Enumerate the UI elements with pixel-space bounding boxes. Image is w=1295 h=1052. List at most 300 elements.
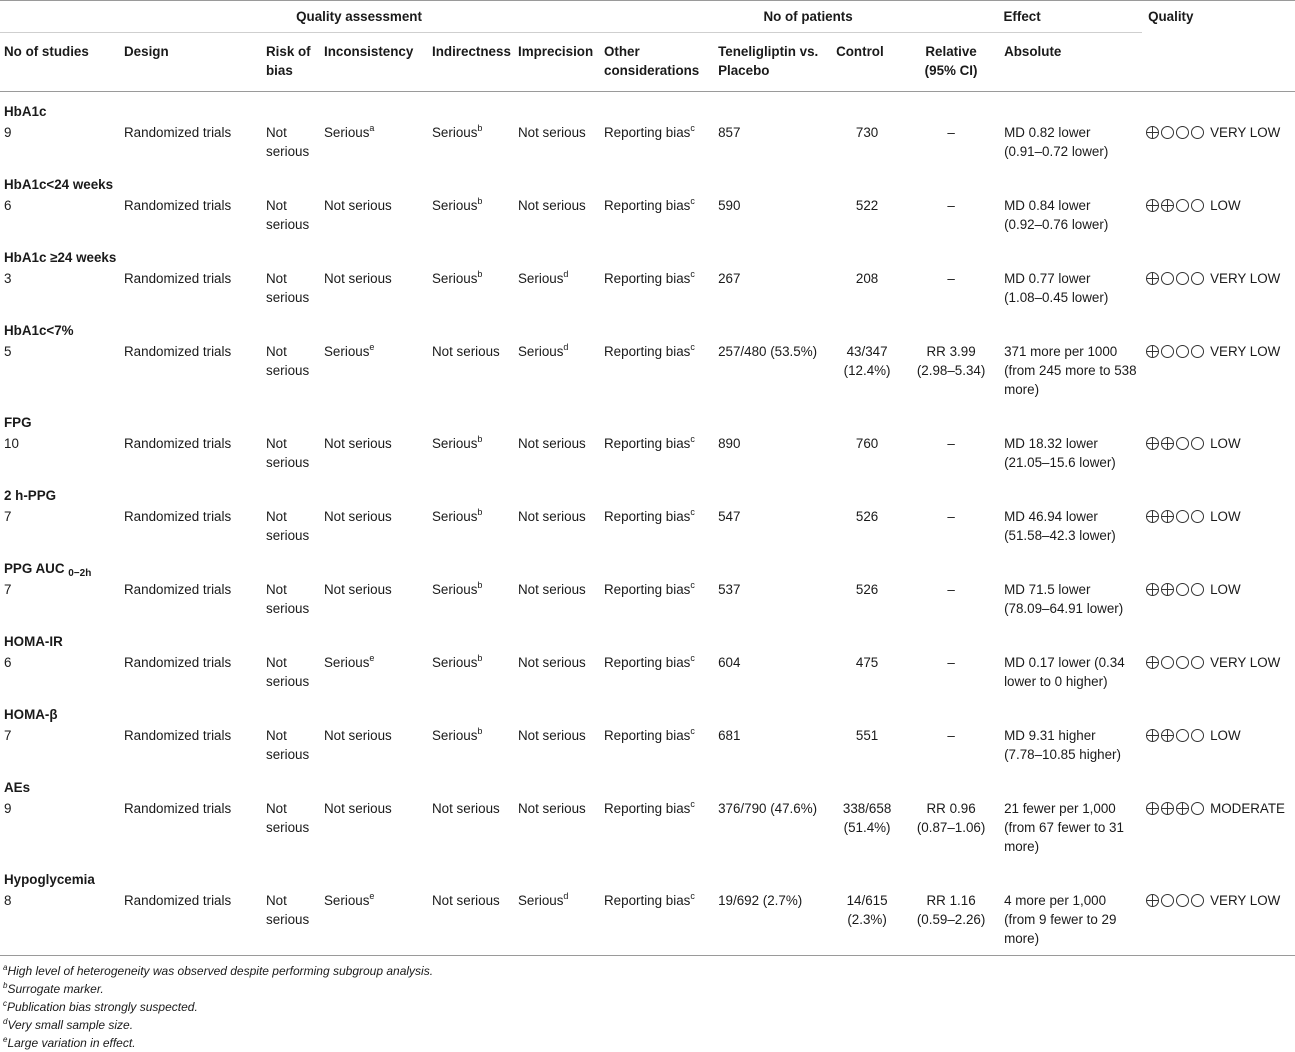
other-considerations-cell bbox=[600, 121, 714, 165]
absolute-value-line: MD 71.5 lower bbox=[1004, 582, 1091, 597]
design-value: Randomized trials bbox=[124, 344, 232, 359]
indirectness-value: Serious bbox=[432, 655, 478, 670]
quality-rating bbox=[1146, 123, 1295, 142]
inconsistency-cell bbox=[320, 121, 428, 165]
col-header-no-of-studies: No of studies bbox=[4, 44, 89, 59]
inconsistency-cell bbox=[320, 340, 428, 403]
col-header-quality-blank bbox=[1142, 33, 1295, 92]
other-considerations-cell bbox=[600, 651, 714, 695]
circle-empty-icon bbox=[1191, 583, 1204, 596]
table-body bbox=[0, 92, 1295, 953]
risk-of-bias-line2: serious bbox=[266, 820, 310, 835]
footnote-text: Publication bias strongly suspected. bbox=[7, 1000, 198, 1014]
teneligliptin-cell bbox=[714, 194, 832, 238]
risk-of-bias-line2: serious bbox=[266, 217, 310, 232]
risk-of-bias-cell bbox=[262, 889, 320, 952]
imprecision-value: Not serious bbox=[518, 436, 586, 451]
design-cell bbox=[120, 651, 262, 695]
teneligliptin-cell bbox=[714, 724, 832, 768]
outcome-label bbox=[0, 165, 1295, 194]
design-value: Randomized trials bbox=[124, 655, 232, 670]
control-cell bbox=[832, 121, 898, 165]
footnote-mark: c bbox=[690, 269, 695, 279]
relative-value-line1: – bbox=[947, 509, 955, 524]
teneligliptin-cell bbox=[714, 432, 832, 476]
other-considerations-value: Reporting bias bbox=[604, 655, 691, 670]
studies-value: 3 bbox=[4, 271, 12, 286]
footnote-mark: e bbox=[369, 342, 375, 352]
indirectness-value: Serious bbox=[432, 582, 478, 597]
absolute-value-line: MD 9.31 higher bbox=[1004, 728, 1096, 743]
col-header-teneligliptin-line2: Placebo bbox=[718, 63, 770, 78]
quality-rating bbox=[1146, 653, 1295, 672]
inconsistency-cell bbox=[320, 724, 428, 768]
risk-of-bias-cell bbox=[262, 651, 320, 695]
outcome-label bbox=[0, 768, 1295, 797]
quality-label: VERY LOW bbox=[1210, 271, 1281, 286]
risk-of-bias-line1: Not bbox=[266, 728, 287, 743]
absolute-cell bbox=[1000, 651, 1142, 695]
inconsistency-value: Not serious bbox=[324, 582, 392, 597]
circle-plus-icon bbox=[1161, 729, 1174, 742]
indirectness-cell bbox=[428, 194, 514, 238]
indirectness-value: Serious bbox=[432, 198, 478, 213]
inconsistency-cell bbox=[320, 267, 428, 311]
imprecision-cell bbox=[514, 578, 600, 622]
risk-of-bias-cell bbox=[262, 194, 320, 238]
circle-empty-icon bbox=[1161, 656, 1174, 669]
outcome-label bbox=[0, 238, 1295, 267]
risk-of-bias-line1: Not bbox=[266, 655, 287, 670]
design-cell bbox=[120, 797, 262, 860]
footnote-mark: c bbox=[690, 580, 695, 590]
studies-value: 7 bbox=[4, 582, 12, 597]
imprecision-value: Not serious bbox=[518, 655, 586, 670]
absolute-cell bbox=[1000, 267, 1142, 311]
risk-of-bias-cell bbox=[262, 578, 320, 622]
other-considerations-value: Reporting bias bbox=[604, 271, 691, 286]
absolute-value-line: more) bbox=[1004, 382, 1040, 397]
absolute-value-line: more) bbox=[1004, 839, 1040, 854]
design-value: Randomized trials bbox=[124, 436, 232, 451]
absolute-value-line: MD 18.32 lower bbox=[1004, 436, 1098, 451]
col-header-other bbox=[600, 33, 714, 92]
table-row bbox=[0, 432, 1295, 476]
indirectness-cell bbox=[428, 267, 514, 311]
other-considerations-value: Reporting bias bbox=[604, 125, 691, 140]
studies-value: 10 bbox=[4, 436, 19, 451]
outcome-name: HbA1c<24 weeks bbox=[4, 177, 114, 192]
teneligliptin-value: 267 bbox=[718, 271, 741, 286]
inconsistency-value: Not serious bbox=[324, 728, 392, 743]
indirectness-value: Serious bbox=[432, 271, 478, 286]
control-cell bbox=[832, 651, 898, 695]
studies-cell bbox=[0, 724, 120, 768]
absolute-cell bbox=[1000, 889, 1142, 952]
col-header-risk-of-bias-line2: bias bbox=[266, 63, 293, 78]
section-row bbox=[0, 768, 1295, 797]
indirectness-value: Serious bbox=[432, 125, 478, 140]
quality-cell bbox=[1142, 194, 1295, 238]
risk-of-bias-cell bbox=[262, 724, 320, 768]
circle-plus-icon bbox=[1146, 656, 1159, 669]
col-header-relative-line2: (95% CI) bbox=[924, 63, 978, 78]
imprecision-value: Not serious bbox=[518, 582, 586, 597]
teneligliptin-value: 547 bbox=[718, 509, 741, 524]
circle-plus-icon bbox=[1146, 437, 1159, 450]
indirectness-cell bbox=[428, 432, 514, 476]
teneligliptin-cell bbox=[714, 505, 832, 549]
quality-label: VERY LOW bbox=[1210, 125, 1281, 140]
studies-cell bbox=[0, 121, 120, 165]
quality-cell bbox=[1142, 121, 1295, 165]
quality-label: LOW bbox=[1210, 436, 1241, 451]
relative-value-line1: – bbox=[947, 198, 955, 213]
absolute-value-line: more) bbox=[1004, 931, 1040, 946]
teneligliptin-cell bbox=[714, 797, 832, 860]
outcome-name: FPG bbox=[4, 415, 32, 430]
quality-cell bbox=[1142, 340, 1295, 403]
footnote-mark: c bbox=[690, 342, 695, 352]
imprecision-value: Serious bbox=[518, 893, 564, 908]
quality-rating bbox=[1146, 342, 1295, 361]
inconsistency-value: Serious bbox=[324, 655, 370, 670]
outcome-label bbox=[0, 860, 1295, 889]
relative-cell bbox=[898, 432, 1000, 476]
other-considerations-cell bbox=[600, 578, 714, 622]
absolute-value-line: (0.92–0.76 lower) bbox=[1004, 217, 1109, 232]
quality-rating bbox=[1146, 891, 1295, 910]
design-value: Randomized trials bbox=[124, 728, 232, 743]
studies-cell bbox=[0, 340, 120, 403]
outcome-name: Hypoglycemia bbox=[4, 872, 95, 887]
design-cell bbox=[120, 724, 262, 768]
quality-rating bbox=[1146, 434, 1295, 453]
footnote bbox=[3, 1016, 1295, 1034]
control-value-line1: 338/658 bbox=[842, 801, 892, 816]
group-header-no-of-patients: No of patients bbox=[714, 1, 898, 33]
relative-cell bbox=[898, 340, 1000, 403]
risk-of-bias-line2: serious bbox=[266, 601, 310, 616]
quality-cell bbox=[1142, 505, 1295, 549]
studies-value: 6 bbox=[4, 198, 12, 213]
circle-empty-icon bbox=[1176, 894, 1189, 907]
section-row bbox=[0, 238, 1295, 267]
circle-empty-icon bbox=[1191, 437, 1204, 450]
control-value-line1: 526 bbox=[855, 582, 879, 597]
inconsistency-value: Not serious bbox=[324, 436, 392, 451]
section-row bbox=[0, 92, 1295, 122]
footnote-mark: e bbox=[369, 891, 375, 901]
absolute-value-line: (from 245 more to 538 bbox=[1004, 363, 1137, 378]
other-considerations-cell bbox=[600, 267, 714, 311]
footnote-mark: c bbox=[690, 726, 695, 736]
imprecision-value: Serious bbox=[518, 344, 564, 359]
circle-empty-icon bbox=[1191, 199, 1204, 212]
relative-cell bbox=[898, 724, 1000, 768]
quality-label: LOW bbox=[1210, 582, 1241, 597]
control-value-line1: 760 bbox=[855, 436, 879, 451]
risk-of-bias-line2: serious bbox=[266, 363, 310, 378]
control-value-line1: 43/347 bbox=[846, 344, 888, 359]
absolute-cell bbox=[1000, 340, 1142, 403]
table-row bbox=[0, 578, 1295, 622]
control-value-line2: (2.3%) bbox=[847, 912, 887, 927]
absolute-value-line: (21.05–15.6 lower) bbox=[1004, 455, 1116, 470]
relative-cell bbox=[898, 797, 1000, 860]
footnote-mark: c bbox=[690, 196, 695, 206]
quality-label: LOW bbox=[1210, 509, 1241, 524]
imprecision-cell bbox=[514, 432, 600, 476]
risk-of-bias-line2: serious bbox=[266, 674, 310, 689]
quality-cell bbox=[1142, 432, 1295, 476]
control-value-line1: 475 bbox=[855, 655, 879, 670]
absolute-cell bbox=[1000, 505, 1142, 549]
teneligliptin-value: 890 bbox=[718, 436, 741, 451]
design-value: Randomized trials bbox=[124, 125, 232, 140]
risk-of-bias-cell bbox=[262, 340, 320, 403]
relative-cell bbox=[898, 889, 1000, 952]
circle-empty-icon bbox=[1191, 272, 1204, 285]
footnote-mark: a bbox=[369, 123, 375, 133]
absolute-value-line: 371 more per 1000 bbox=[1004, 344, 1118, 359]
circle-plus-icon bbox=[1146, 729, 1159, 742]
inconsistency-cell bbox=[320, 797, 428, 860]
risk-of-bias-line2: serious bbox=[266, 144, 310, 159]
relative-cell bbox=[898, 578, 1000, 622]
quality-label: VERY LOW bbox=[1210, 344, 1281, 359]
circle-plus-icon bbox=[1146, 199, 1159, 212]
indirectness-cell bbox=[428, 651, 514, 695]
absolute-value-line: (78.09–64.91 lower) bbox=[1004, 601, 1124, 616]
relative-value-line1: RR 0.96 bbox=[926, 801, 976, 816]
absolute-cell bbox=[1000, 724, 1142, 768]
absolute-value-line: MD 0.84 lower bbox=[1004, 198, 1091, 213]
footnote-mark: e bbox=[369, 653, 375, 663]
inconsistency-cell bbox=[320, 578, 428, 622]
footnote-letter: e bbox=[3, 1035, 8, 1044]
table-row bbox=[0, 194, 1295, 238]
control-cell bbox=[832, 267, 898, 311]
relative-cell bbox=[898, 267, 1000, 311]
circle-empty-icon bbox=[1176, 199, 1189, 212]
imprecision-cell bbox=[514, 724, 600, 768]
risk-of-bias-line2: serious bbox=[266, 455, 310, 470]
other-considerations-value: Reporting bias bbox=[604, 801, 691, 816]
design-value: Randomized trials bbox=[124, 582, 232, 597]
circle-empty-icon bbox=[1161, 894, 1174, 907]
circle-empty-icon bbox=[1176, 729, 1189, 742]
outcome-name: AEs bbox=[4, 780, 31, 795]
circle-plus-icon bbox=[1176, 802, 1189, 815]
absolute-value-line: (51.58–42.3 lower) bbox=[1004, 528, 1116, 543]
footnote-letter: d bbox=[3, 1017, 8, 1026]
section-row bbox=[0, 860, 1295, 889]
control-value-line1: 208 bbox=[855, 271, 879, 286]
other-considerations-value: Reporting bias bbox=[604, 509, 691, 524]
imprecision-value: Not serious bbox=[518, 801, 586, 816]
col-header-relative-line1: Relative bbox=[925, 44, 977, 59]
col-header-imprecision: Imprecision bbox=[518, 44, 594, 59]
relative-cell bbox=[898, 651, 1000, 695]
inconsistency-value: Serious bbox=[324, 125, 370, 140]
other-considerations-value: Reporting bias bbox=[604, 893, 691, 908]
design-cell bbox=[120, 578, 262, 622]
circle-plus-icon bbox=[1161, 199, 1174, 212]
relative-value-line1: RR 3.99 bbox=[926, 344, 976, 359]
other-considerations-cell bbox=[600, 340, 714, 403]
footnote-mark: c bbox=[690, 891, 695, 901]
outcome-label bbox=[0, 476, 1295, 505]
quality-rating bbox=[1146, 507, 1295, 526]
circle-empty-icon bbox=[1191, 345, 1204, 358]
outcome-label bbox=[0, 622, 1295, 651]
footnote-text: Large variation in effect. bbox=[7, 1036, 136, 1050]
section-row bbox=[0, 311, 1295, 340]
inconsistency-value: Serious bbox=[324, 893, 370, 908]
indirectness-value: Not serious bbox=[432, 344, 500, 359]
studies-cell bbox=[0, 651, 120, 695]
control-value-line1: 526 bbox=[855, 509, 879, 524]
relative-value-line2: (0.59–2.26) bbox=[916, 912, 986, 927]
footnote-mark: b bbox=[477, 434, 483, 444]
teneligliptin-value: 376/790 (47.6%) bbox=[718, 801, 818, 816]
footnote-mark: b bbox=[477, 269, 483, 279]
inconsistency-cell bbox=[320, 432, 428, 476]
outcome-label bbox=[0, 403, 1295, 432]
quality-label: LOW bbox=[1210, 728, 1241, 743]
circle-empty-icon bbox=[1176, 126, 1189, 139]
imprecision-cell bbox=[514, 797, 600, 860]
footnote-mark: c bbox=[690, 653, 695, 663]
col-header-risk-of-bias-line1: Risk of bbox=[266, 44, 311, 59]
outcome-name: HbA1c<7% bbox=[4, 323, 74, 338]
circle-empty-icon bbox=[1176, 583, 1189, 596]
risk-of-bias-line1: Not bbox=[266, 801, 287, 816]
imprecision-value: Not serious bbox=[518, 509, 586, 524]
quality-cell bbox=[1142, 889, 1295, 952]
group-header-row bbox=[0, 1, 1295, 33]
risk-of-bias-line1: Not bbox=[266, 436, 287, 451]
quality-label: VERY LOW bbox=[1210, 655, 1281, 670]
other-considerations-value: Reporting bias bbox=[604, 344, 691, 359]
section-row bbox=[0, 549, 1295, 578]
circle-plus-icon bbox=[1146, 510, 1159, 523]
absolute-value-line: (0.91–0.72 lower) bbox=[1004, 144, 1109, 159]
footnote-mark: b bbox=[477, 653, 483, 663]
outcome-subscript: 0−2h bbox=[68, 568, 92, 579]
relative-value-line1: – bbox=[947, 436, 955, 451]
inconsistency-value: Not serious bbox=[324, 509, 392, 524]
footnote bbox=[3, 998, 1295, 1016]
risk-of-bias-line1: Not bbox=[266, 271, 287, 286]
col-header-control: Control bbox=[836, 44, 884, 59]
quality-label: MODERATE bbox=[1210, 801, 1285, 816]
risk-of-bias-cell bbox=[262, 505, 320, 549]
teneligliptin-value: 537 bbox=[718, 582, 741, 597]
imprecision-cell bbox=[514, 505, 600, 549]
footnote-letter: b bbox=[3, 981, 8, 990]
studies-value: 9 bbox=[4, 801, 12, 816]
other-considerations-cell bbox=[600, 505, 714, 549]
risk-of-bias-line1: Not bbox=[266, 344, 287, 359]
studies-value: 5 bbox=[4, 344, 12, 359]
relative-value-line1: – bbox=[947, 125, 955, 140]
col-header-other-line2: considerations bbox=[604, 63, 700, 78]
col-header-teneligliptin-line1: Teneligliptin vs. bbox=[718, 44, 819, 59]
footnote-mark: d bbox=[563, 269, 569, 279]
imprecision-cell bbox=[514, 340, 600, 403]
absolute-value-line: MD 0.77 lower bbox=[1004, 271, 1091, 286]
risk-of-bias-line2: serious bbox=[266, 747, 310, 762]
outcome-name: HOMA-IR bbox=[4, 634, 63, 649]
quality-cell bbox=[1142, 724, 1295, 768]
relative-value-line1: – bbox=[947, 582, 955, 597]
absolute-cell bbox=[1000, 797, 1142, 860]
absolute-cell bbox=[1000, 194, 1142, 238]
control-value-line1: 730 bbox=[855, 125, 879, 140]
relative-value-line2: (2.98–5.34) bbox=[916, 363, 986, 378]
design-cell bbox=[120, 121, 262, 165]
control-cell bbox=[832, 724, 898, 768]
control-cell bbox=[832, 340, 898, 403]
inconsistency-value: Serious bbox=[324, 344, 370, 359]
col-header-indirectness: Indirectness bbox=[432, 44, 511, 59]
teneligliptin-cell bbox=[714, 121, 832, 165]
other-considerations-value: Reporting bias bbox=[604, 728, 691, 743]
circle-empty-icon bbox=[1176, 272, 1189, 285]
footnote-text: Very small sample size. bbox=[7, 1018, 134, 1032]
outcome-label bbox=[0, 549, 1295, 578]
quality-cell bbox=[1142, 797, 1295, 860]
outcome-name: HbA1c bbox=[4, 104, 47, 119]
footnote-mark: c bbox=[690, 507, 695, 517]
teneligliptin-value: 681 bbox=[718, 728, 741, 743]
table-row bbox=[0, 340, 1295, 403]
circle-empty-icon bbox=[1161, 345, 1174, 358]
other-considerations-cell bbox=[600, 889, 714, 952]
quality-cell bbox=[1142, 267, 1295, 311]
design-cell bbox=[120, 267, 262, 311]
circle-empty-icon bbox=[1191, 126, 1204, 139]
group-header-quality-assessment: Quality assessment bbox=[0, 1, 714, 33]
design-cell bbox=[120, 194, 262, 238]
control-value-line1: 522 bbox=[855, 198, 879, 213]
column-header-row bbox=[0, 33, 1295, 92]
outcome-label bbox=[0, 92, 1295, 122]
teneligliptin-value: 257/480 (53.5%) bbox=[718, 344, 818, 359]
design-cell bbox=[120, 889, 262, 952]
circle-empty-icon bbox=[1191, 729, 1204, 742]
footnote-mark: c bbox=[690, 123, 695, 133]
indirectness-value: Not serious bbox=[432, 801, 500, 816]
circle-plus-icon bbox=[1146, 272, 1159, 285]
section-row bbox=[0, 403, 1295, 432]
control-value-line1: 551 bbox=[855, 728, 879, 743]
section-row bbox=[0, 695, 1295, 724]
relative-value-line1: – bbox=[947, 728, 955, 743]
indirectness-cell bbox=[428, 797, 514, 860]
indirectness-cell bbox=[428, 578, 514, 622]
teneligliptin-value: 19/692 (2.7%) bbox=[718, 893, 803, 908]
control-cell bbox=[832, 889, 898, 952]
design-value: Randomized trials bbox=[124, 509, 232, 524]
relative-value-line2: (0.87–1.06) bbox=[916, 820, 986, 835]
control-cell bbox=[832, 505, 898, 549]
absolute-value-line: lower to 0 higher) bbox=[1004, 674, 1108, 689]
control-cell bbox=[832, 578, 898, 622]
indirectness-cell bbox=[428, 724, 514, 768]
